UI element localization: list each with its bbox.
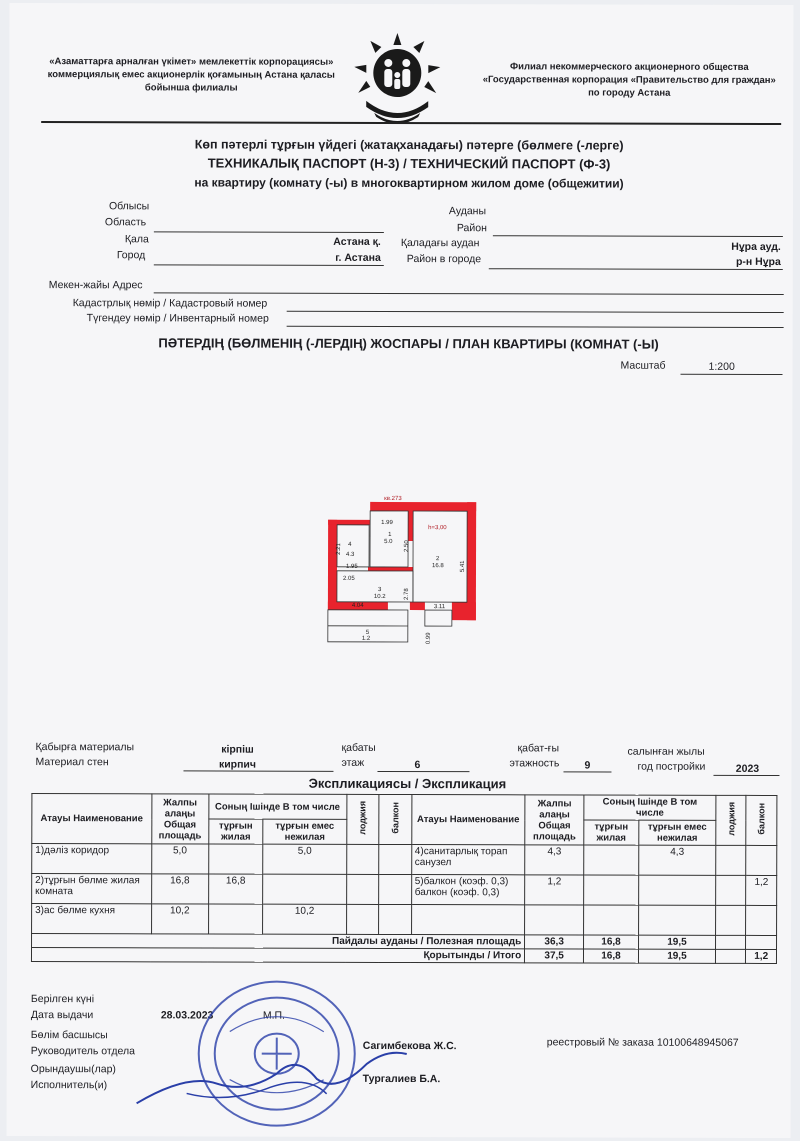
cell: 16,8 <box>208 874 263 904</box>
col-incl-right: Соның Ішінде В том числе <box>584 795 716 820</box>
table-row <box>32 844 777 876</box>
cell <box>715 949 745 963</box>
cell <box>584 875 639 905</box>
plan-room-num: 5 <box>365 629 370 636</box>
audany-label-kz: Ауданы <box>448 205 487 218</box>
wall-value-ru: кирпич <box>218 758 257 771</box>
cell: 4,3 <box>525 845 584 875</box>
kala-label-ru: Город <box>116 249 146 262</box>
col-total-right: Жалпы алаңы Общая площадь <box>525 795 584 845</box>
explication-title: Экспликациясы / Экспликация <box>308 775 507 792</box>
total-row <box>31 948 776 964</box>
cell: 4,3 <box>639 845 716 875</box>
cell: 3)ас бөлме кухня <box>32 904 152 934</box>
district-line <box>489 268 783 270</box>
plan-room-num: 2 <box>436 556 440 563</box>
wall-label-ru: Материал стен <box>35 756 109 769</box>
cell: 16,8 <box>584 935 639 949</box>
col-nonliving: тұрғын емес нежилая <box>263 819 346 844</box>
mp-label: М.П. <box>262 1009 285 1022</box>
inventory-line <box>287 326 784 328</box>
cadastral-label: Кадастрлық нөмір / Кадастровый номер <box>72 297 268 310</box>
plan-dim: 2.21 <box>336 543 343 555</box>
cell <box>638 875 715 905</box>
wall-line <box>183 770 333 771</box>
cell <box>208 904 263 934</box>
issued-label-kz: Берілген күні <box>30 993 95 1006</box>
scale-label: Масштаб <box>620 359 666 372</box>
floors-label-kz: қабат-ғы <box>517 742 560 755</box>
city-value-kz: Астана қ. <box>333 235 381 248</box>
cell: 1,2 <box>746 875 777 905</box>
cell <box>584 905 639 935</box>
floors-line <box>563 771 611 772</box>
cell: 36,3 <box>525 935 584 949</box>
year-line <box>713 775 779 776</box>
cell: 10,2 <box>263 904 346 934</box>
head-label-kz: Бөлім басшысы <box>30 1029 108 1042</box>
scale-line <box>681 374 783 375</box>
audany-label-ru: Район <box>456 222 487 235</box>
plan-title: ПӘТЕРДІҢ (БӨЛМЕНІҢ (-ЛЕРДІҢ) ЖОСПАРЫ / ПЛАН КВАРТИРЫ (КОМНАТ (-Ы) <box>158 335 659 352</box>
issued-label-ru: Дата выдачи <box>30 1009 94 1022</box>
cell <box>638 905 715 935</box>
kala-label-kz: Қала <box>124 233 149 246</box>
address-line <box>154 292 784 295</box>
cell <box>346 844 379 874</box>
cell: 4)санитарлық торап санузел <box>411 845 525 875</box>
scale-value: 1:200 <box>708 360 735 373</box>
table-row <box>32 874 777 906</box>
cell <box>525 905 584 935</box>
plan-dim: 0.99 <box>425 632 432 645</box>
order-number: реестровый № заказа 10100648945067 <box>546 1036 739 1049</box>
year-label-ru: год постройки <box>637 760 706 773</box>
plan-room-area: 10.2 <box>373 593 386 600</box>
cell <box>716 875 747 905</box>
city-district-label-ru: Район в городе <box>406 253 482 266</box>
cell: 19,5 <box>638 935 715 949</box>
year-label-kz: салынған жылы <box>627 745 705 758</box>
total-label: Қорытынды / Итого <box>31 948 524 963</box>
col-nonliving-right: тұрғын емес нежилая <box>639 820 716 845</box>
cell <box>746 935 777 949</box>
col-living-right: тұрғын жилая <box>584 820 639 845</box>
table-row <box>32 904 777 936</box>
cell: 5,0 <box>263 844 346 874</box>
plan-height-label: h=3,00 <box>428 525 447 532</box>
district-value-ru: р-н Нұра <box>735 255 781 268</box>
useful-label: Пайдалы ауданы / Полезная площадь <box>32 934 525 949</box>
wall-value-kz: кірпіш <box>221 743 254 756</box>
cell <box>746 845 777 875</box>
issued-value: 28.03.2023 <box>160 1009 214 1022</box>
cell <box>379 874 412 904</box>
city-value-ru: г. Астана <box>335 251 381 264</box>
floor-line <box>377 771 469 772</box>
cell <box>716 905 747 935</box>
col-living: тұрғын жилая <box>208 819 263 844</box>
cell <box>379 904 412 934</box>
cell: 1)дәліз коридор <box>32 844 152 874</box>
passport-sheet <box>7 3 794 1138</box>
cell: 1,2 <box>525 875 584 905</box>
oblys-label-ru: Область <box>104 216 147 229</box>
plan-room-num: 1 <box>388 531 392 538</box>
head-name: Сагимбекова Ж.С. <box>362 1039 457 1053</box>
plan-dim: 2.05 <box>342 575 355 582</box>
signature <box>127 1033 417 1114</box>
col-name: Атауы Наименование <box>32 794 152 844</box>
plan-dim: 1.95 <box>346 563 358 570</box>
plan-dim: 5.41 <box>459 560 467 573</box>
cell <box>379 844 412 874</box>
floor-value: 6 <box>414 759 421 772</box>
doc-title-kz: Көп пәтерлі тұрғын үйдегі (жатақханадағы) пәтерге (бөлмеге (-лерге) <box>194 137 624 153</box>
corporation-logo <box>344 29 450 125</box>
cell <box>716 845 747 875</box>
plan-room-area: 1.2 <box>361 635 371 642</box>
cell: 10,2 <box>151 904 208 934</box>
plan-room-area: 4.3 <box>346 551 355 558</box>
executor-label-kz: Орындаушы(лар) <box>30 1063 116 1076</box>
header-right-org: Филиал некоммерческого акционерного общества «Государственная корпорация «Правительство для граждан» по городу Астана <box>482 61 776 99</box>
cell: 37,5 <box>525 949 584 963</box>
plan-dim: 2.78 <box>403 588 410 601</box>
doc-title-ru: на квартиру (комнату (-ы) в многоквартирном жилом доме (общежитии) <box>194 175 624 191</box>
city-district-label-kz: Қаладағы аудан <box>400 237 480 250</box>
kala-line <box>154 264 384 266</box>
col-name-right: Атауы Наименование <box>411 795 525 845</box>
district-value-kz: Нұра ауд. <box>731 240 781 253</box>
header-left-org: «Азаматтарға арналған үкімет» мемлекеттік корпорациясы» коммерциялық емес акционерлік қоғамының Астана қаласы бойынша филиалы <box>47 56 335 94</box>
cell: 16,8 <box>151 874 208 904</box>
plan-dim: 4.04 <box>351 602 364 609</box>
executor-name: Тургалиев Б.А. <box>362 1072 441 1086</box>
plan-dim: 2.50 <box>404 540 411 553</box>
cell: 5,0 <box>151 844 208 874</box>
inventory-label: Түгендеу нөмір / Инвентарный номер <box>86 312 269 325</box>
oblys-line <box>154 231 384 233</box>
plan-room-area: 5.0 <box>384 538 393 545</box>
col-balcony-right: балкон <box>746 795 777 845</box>
cell <box>411 905 525 935</box>
year-value: 2023 <box>735 762 760 775</box>
floor-label-kz: қабаты <box>341 741 376 754</box>
plan-room-area: 16.8 <box>432 563 444 570</box>
plan-apt-label: кв.273 <box>384 495 402 503</box>
plan-room-num: 3 <box>377 586 382 593</box>
col-balcony: балкон <box>379 794 412 844</box>
plan-dim: 3.11 <box>433 604 446 611</box>
executor-label-ru: Исполнитель(и) <box>30 1079 108 1092</box>
cell: 16,8 <box>584 949 639 963</box>
cell <box>584 845 639 875</box>
cell: 1,2 <box>746 949 777 963</box>
wall-label-kz: Қабырға материалы <box>35 741 135 754</box>
col-loggia-right: лоджия <box>716 795 747 845</box>
col-incl: Соның Ішінде В том числе <box>208 794 346 819</box>
cell <box>346 904 379 934</box>
head-label-ru: Руководитель отдела <box>30 1045 135 1058</box>
floors-label-ru: этажность <box>509 757 560 770</box>
cell: 5)балкон (коэф. 0,3) балкон (коэф. 0,3) <box>411 875 525 905</box>
floor-plan <box>324 494 480 646</box>
cell: 19,5 <box>638 949 715 963</box>
cadastral-line <box>287 311 784 313</box>
cell <box>716 935 746 949</box>
col-total: Жалпы алаңы Общая площадь <box>152 794 209 844</box>
col-loggia: лоджия <box>346 794 379 844</box>
cell <box>346 874 379 904</box>
cell <box>263 874 346 904</box>
floors-value: 9 <box>584 759 591 772</box>
cell <box>208 844 263 874</box>
doc-title-main: ТЕХНИКАЛЫҚ ПАСПОРТ (Н-3) / ТЕХНИЧЕСКИЙ ПАСПОРТ (Ф-3) <box>207 155 611 172</box>
explication-table <box>31 793 777 964</box>
cell: 2)тұрғын бөлме жилая комната <box>32 874 152 904</box>
floor-label-ru: этаж <box>341 756 365 769</box>
address-label: Мекен-жайы Адрес <box>48 279 143 292</box>
audany-line <box>493 235 783 237</box>
cell <box>746 905 777 935</box>
plan-dim: 1.99 <box>381 519 393 526</box>
oblys-label-kz: Облысы <box>108 200 150 213</box>
plan-room-num: 4 <box>348 541 352 548</box>
